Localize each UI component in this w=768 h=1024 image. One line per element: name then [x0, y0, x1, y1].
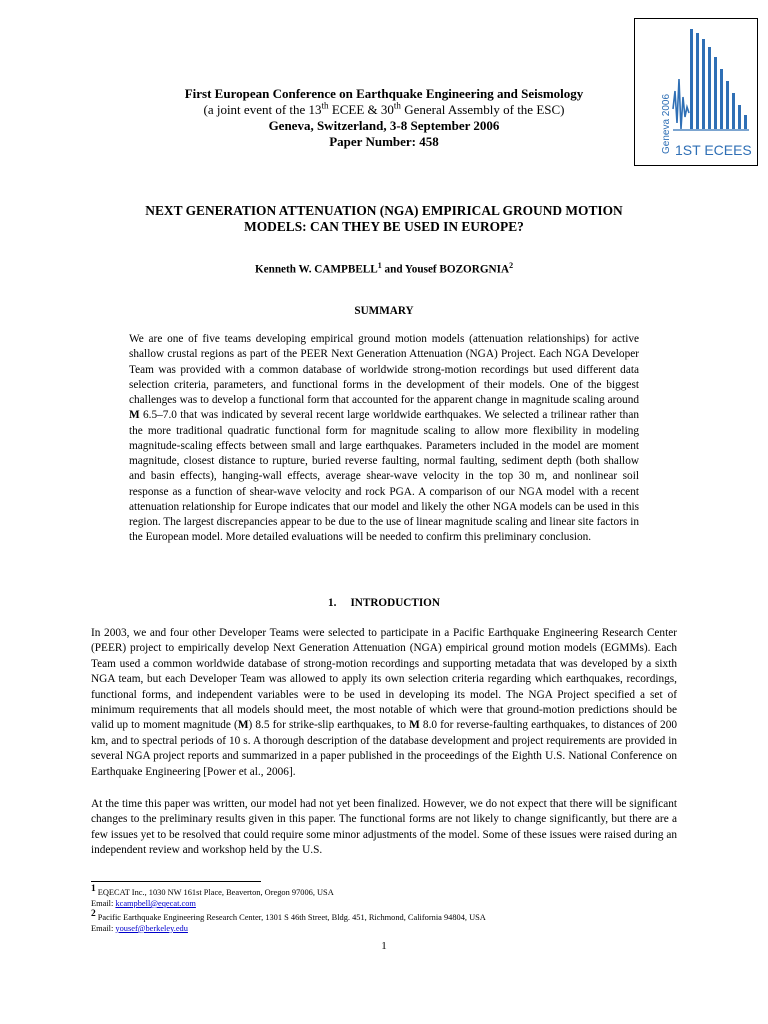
conference-location: Geneva, Switzerland, 3-8 September 2006 — [268, 118, 500, 133]
paper-number: Paper Number: 458 — [329, 134, 439, 149]
introduction-paragraph-2: At the time this paper was written, our model had not yet been finalized. However, we do not expect that there will be significant changes to the preliminary results given in this paper. The functional forms are not likely to change significantly, but there are a few issues yet to be resolved that could require some minor adjustments of the model. Some of these issues were raised during an independent review and workshop held by the U.S. — [91, 798, 677, 857]
conference-title: First European Conference on Earthquake Engineering and Seismology — [184, 86, 584, 101]
conference-header — [120, 86, 648, 150]
author-2: and Yousef BOZORGNIA — [381, 263, 510, 276]
ecees-logo-graphic — [635, 19, 759, 167]
email-link-bozorgnia[interactable]: yousef@berkeley.edu — [115, 923, 188, 933]
email-link-campbell[interactable]: kcampbell@eqecat.com — [115, 898, 196, 908]
footnote-2: $^2$ Pacific Earthquake Engineering Research Center, 1301 S 46th Street, Bldg. 451, Richmond, California 94804, USA — [91, 908, 486, 922]
footnote-2-email: Email: yousef@berkeley.edu — [91, 923, 188, 933]
summary-heading: SUMMARY — [354, 305, 414, 317]
page-number: 1 — [381, 940, 387, 952]
logo-vertical-text: Geneva 2006 — [661, 93, 672, 154]
footnote-1: $^1$ EQECAT Inc., 1030 NW 161st Place, Beaverton, Oregon 97006, USA — [91, 884, 334, 897]
footnotes — [91, 884, 677, 934]
footnote-1-email: Email: kcampbell@eqecat.com — [91, 898, 196, 908]
logo-badge-text: 1ST ECEES — [675, 142, 752, 158]
logo-bars — [690, 29, 747, 129]
paper-title: NEXT GENERATION ATTENUATION (NGA) EMPIRICAL GROUND MOTION MODELS: CAN THEY BE USED IN EUROPE? — [145, 203, 623, 234]
authors-line: Kenneth W. CAMPBELL$^1$ and Yousef BOZORGNIA$^2$ — [254, 261, 514, 276]
introduction-heading: 1. INTRODUCTION — [328, 597, 440, 609]
summary-text: We are one of five teams developing empirical ground motion models (attenuation relationships) for active shallow crustal regions as part of the PEER Next Generation Attenuation (NGA) Project. Each NGA Developer Team was provided with a common database of worldwide strong-motion recordings but used different data selection criteria, parameters, and functional forms in the development of their models. One of the biggest challenges was to develop a functional form that accounted for the apparent change in magnitude scaling around M 6.5–7.0 that was indicated by several recent large worldwide earthquakes. We selected a trilinear rather than the more traditional quadratic functional form for magnitude scaling to allow more flexibility in modeling magnitude-scaling effects between small and large earthquakes. Parameters included in the model are moment magnitude, closest distance to rupture, buried reverse faulting, normal faulting, sediment depth (both shallow and basin effects), hanging-wall effects, average shear-wave velocity in the top 30 m, and nonlinear soil response as a function of shear-wave velocity and rock PGA. A comparison of our NGA model with a recent attenuation relationship for Europe indicates that our model and likely the other NGA models can be used in this region. The largest discrepancies appear to be due to the use of linear magnitude scaling and linear site factors in the European model. More detailed evaluations will be needed to confirm this preliminary conclusion. — [129, 333, 639, 544]
conference-logo — [634, 18, 758, 166]
introduction-paragraph-1: In 2003, we and four other Developer Teams were selected to participate in a Pacific Earthquake Engineering Research Center (PEER) project to empirically develop Next Generation Attenuation (NGA) empirical ground motion models (EGMMs). Each Team used a common worldwide database of strong-motion recordings and supporting metadata that was developed by a sixth NGA team, but each Developer Team was allowed to apply its own selection criteria regarding which earthquakes, recordings, functional forms, and independent variables were to be used in developing its model. The NGA Project specified a set of minimum requirements that all models should meet, the most notable of which were that ground-motion predictions should be valid up to moment magnitude (M) 8.5 for strike-slip earthquakes, to M 8.0 for reverse-faulting earthquakes, to distances of 200 km, and to spectral periods of 10 s. A thorough description of the database development and project requirements are provided in several NGA project reports and summarized in a paper published in the proceedings of the Eighth U.S. National Conference on Earthquake Engineering [Power et al., 2006]. — [91, 627, 677, 778]
logo-seismogram — [673, 79, 689, 129]
joint-event-line: (a joint event of the 13th ECEE & 30th General Assembly of the ESC) — [203, 100, 565, 117]
author-1: Kenneth W. CAMPBELL — [254, 263, 378, 276]
footnote-divider — [91, 881, 261, 882]
